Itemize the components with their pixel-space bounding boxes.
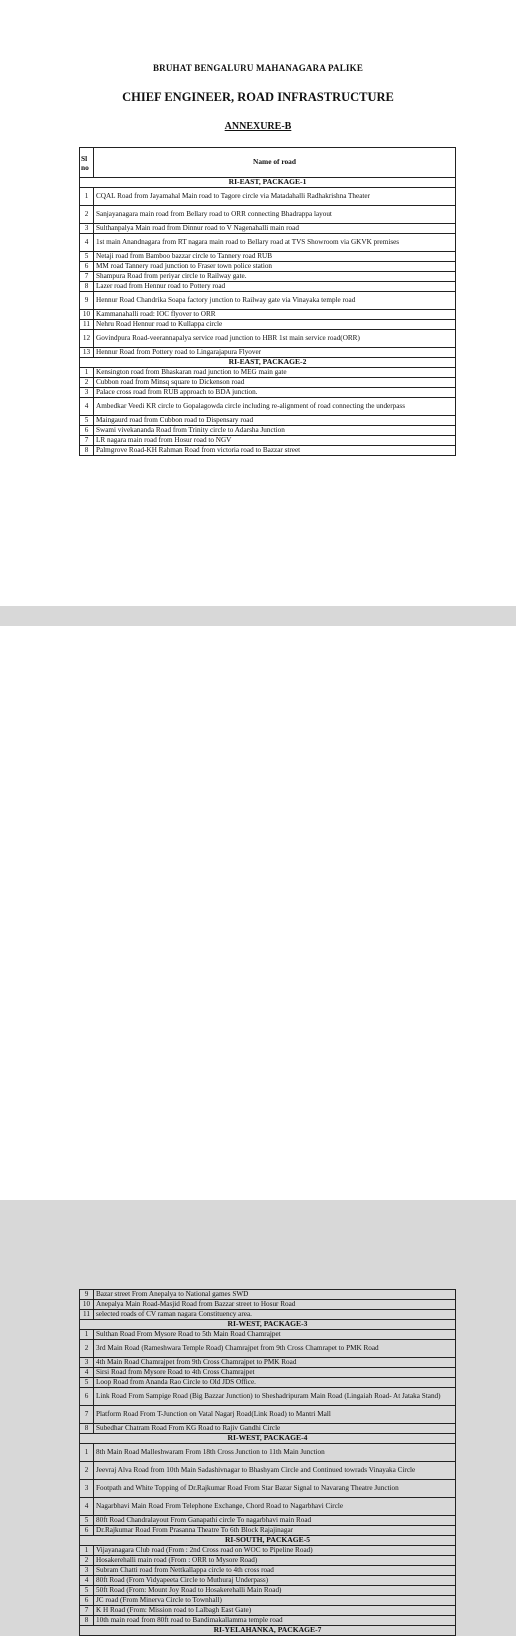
road-name-cell: K H Road (From: Mission road to Lalbagh East Gate) [94,1606,456,1616]
serial-number-cell: 8 [80,446,94,456]
road-name-cell: LR nagara main road from Hosur road to NGV [94,436,456,446]
serial-number-cell: 6 [80,1596,94,1606]
serial-number-cell: 4 [80,398,94,416]
table-row [80,436,456,446]
serial-number-cell: 6 [80,426,94,436]
road-name-cell: 3rd Main Road (Rameshwara Temple Road) Chamrajpet from 9th Cross Chamrapet to PMK Road [94,1340,456,1358]
road-name-header: Name of road [94,148,456,178]
road-name-cell: selected roads of CV raman nagara Constituency area. [94,1310,456,1320]
road-name-cell: Subram Chatti road from Nettkallappa circle to 4th cross road [94,1566,456,1576]
table-row [80,1424,456,1434]
section-header-row [80,178,456,188]
table-row [80,1596,456,1606]
road-name-cell: Kammanahalli road: IOC flyover to ORR [94,310,456,320]
table-row [80,330,456,348]
road-name-cell: 4th Main Road Chamrajpet from 9th Cross Chamrajpet to PMK Road [94,1358,456,1368]
table-row [80,1330,456,1340]
serial-number-cell: 1 [80,1330,94,1340]
road-name-cell: Sulthanpalya Main road from Dinnur road to V Nagenahalli main road [94,224,456,234]
road-name-cell: Ambedkar Veedi KR circle to Gopalagowda circle including re-alignment of road connecting the underpass [94,398,456,416]
road-name-cell: Maingaurd road from Cubbon road to Dispensary road [94,416,456,426]
road-name-cell: Palace cross road from RUB approach to BDA junction. [94,388,456,398]
section-title: RI-EAST, PACKAGE-2 [80,358,456,368]
road-name-cell: Vijayanagara Club road (From : 2nd Cross road on WOC to Pipeline Road) [94,1546,456,1556]
serial-number-cell: 4 [80,234,94,252]
table-row [80,234,456,252]
road-name-cell: Hosakerehalli main road (From : ORR to Mysore Road) [94,1556,456,1566]
road-name-cell: Sulthan Road From Mysore Road to 5th Main Road Chamrajpet [94,1330,456,1340]
table-row [80,1566,456,1576]
serial-number-cell: 1 [80,368,94,378]
section-header-row [80,1536,456,1546]
serial-number-cell: 3 [80,224,94,234]
serial-number-cell: 3 [80,1358,94,1368]
serial-number-cell: 5 [80,252,94,262]
serial-number-cell: 3 [80,388,94,398]
serial-number-cell: 7 [80,436,94,446]
serial-number-cell: 4 [80,1498,94,1516]
road-name-cell: Sirsi Road from Mysore Road to 4th Cross Chamrajpet [94,1368,456,1378]
table-row [80,310,456,320]
serial-number-cell: 5 [80,1378,94,1388]
serial-number-cell: 10 [80,1300,94,1310]
serial-number-cell: 7 [80,272,94,282]
serial-number-cell: 8 [80,1616,94,1626]
table-row [80,368,456,378]
road-name-cell: Platform Road From T-Junction on Vatal Nagarj Road(Link Road) to Mantri Mall [94,1406,456,1424]
section-title: RI-SOUTH, PACKAGE-5 [80,1536,456,1546]
road-name-cell: Lazer road from Hennur road to Pottery road [94,282,456,292]
serial-number-cell: 4 [80,1368,94,1378]
serial-number-cell: 13 [80,348,94,358]
table-row [80,1340,456,1358]
table-row [80,1368,456,1378]
table-row [80,1546,456,1556]
section-header-row [80,1320,456,1330]
road-name-cell: JC road (From Minerva Circle to Townhall) [94,1596,456,1606]
table-row [80,292,456,310]
road-name-cell: Loop Road from Ananda Rao Circle to Old JDS Office. [94,1378,456,1388]
serial-number-cell: 5 [80,1586,94,1596]
table-row [80,262,456,272]
table-row [80,1358,456,1368]
table-row [80,348,456,358]
serial-number-cell: 8 [80,282,94,292]
annexure-title: ANNEXURE-B [224,121,292,132]
table-row [80,446,456,456]
road-name-cell: Footpath and White Topping of Dr.Rajkumar Road From Star Bazar Signal to Navarang Theatre Junction [94,1480,456,1498]
road-name-cell: Netaji road from Bamboo bazzar circle to Tannery road RUB [94,252,456,262]
serial-number-cell: 12 [80,330,94,348]
document-page-2 [0,626,516,1635]
section-header-row [80,1626,456,1636]
section-title: RI-WEST, PACKAGE-4 [80,1434,456,1444]
table-row [80,1300,456,1310]
table-row [80,398,456,416]
road-name-cell: Hennur Road from Pottery road to Lingarajapura Flyover [94,348,456,358]
table-row [80,1388,456,1406]
serial-number-cell: 9 [80,292,94,310]
table-row [80,416,456,426]
serial-number-cell: 6 [80,262,94,272]
serial-number-cell: 4 [80,1576,94,1586]
serial-number-cell: 5 [80,416,94,426]
road-name-cell: Cubbon road from Minsq square to Dickenson road [94,378,456,388]
table-row [80,1576,456,1586]
serial-number-cell: 2 [80,206,94,224]
serial-number-cell: 3 [80,1480,94,1498]
table-row [80,272,456,282]
serial-number-cell: 11 [80,1310,94,1320]
road-name-cell: Anepalya Main Road-Masjid Road from Bazzar street to Hosur Road [94,1300,456,1310]
table-row [80,282,456,292]
roads-table-page-1 [79,147,456,456]
table-row [80,1444,456,1462]
section-title: RI-WEST, PACKAGE-3 [80,1320,456,1330]
serial-number-cell: 11 [80,320,94,330]
table-row [80,378,456,388]
table-header-row [80,148,456,178]
table-row [80,1516,456,1526]
table-row [80,1556,456,1566]
serial-number-cell: 7 [80,1606,94,1616]
road-name-cell: Link Road From Sampige Road (Big Bazzar Junction) to Sheshadripuram Main Road (Lingaiah Road- At Jataka Stand) [94,1388,456,1406]
serial-number-cell: 3 [80,1566,94,1576]
table-row [80,426,456,436]
table-row [80,1290,456,1300]
table-row [80,206,456,224]
road-name-cell: 8th Main Road Malleshwaram From 18th Cross Junction to 11th Main Junction [94,1444,456,1462]
serial-number-cell: 6 [80,1526,94,1536]
roads-table-page-2 [79,1289,456,1636]
table-row [80,1586,456,1596]
road-name-cell: Bazar street From Anepalya to National games SWD [94,1290,456,1300]
serial-number-cell: 9 [80,1290,94,1300]
road-name-cell: 10th main road from 80ft road to Bandimakallamma temple road [94,1616,456,1626]
serial-number-cell: 2 [80,1340,94,1358]
road-name-cell: MM road Tannery road junction to Fraser town police station [94,262,456,272]
serial-number-cell: 10 [80,310,94,320]
table-row [80,1498,456,1516]
road-name-cell: Swami vivekananda Road from Trinity circle to Adarsha Junction [94,426,456,436]
serial-number-cell: 1 [80,1444,94,1462]
table-row [80,320,456,330]
road-name-cell: Kensington road from Bhaskaran road junction to MEG main gate [94,368,456,378]
table-row [80,1378,456,1388]
table-row [80,388,456,398]
serial-number-cell: 2 [80,1556,94,1566]
serial-number-cell: 7 [80,1406,94,1424]
table-row [80,188,456,206]
road-name-cell: 80ft Road (From Vidyapeeta Circle to Muthuraj Underpass) [94,1576,456,1586]
road-name-cell: 1st main Anandnagara from RT nagara main road to Bellary road at TVS Showroom via GKVK premises [94,234,456,252]
road-name-cell: Nehru Road Hennur road to Kullappa circle [94,320,456,330]
table-row [80,1480,456,1498]
road-name-cell: 50ft Road (From: Mount Joy Road to Hosakerehalli Main Road) [94,1586,456,1596]
serial-number-header: Sl no [80,148,94,178]
serial-number-cell: 6 [80,1388,94,1406]
table-row [80,1406,456,1424]
table-row [80,224,456,234]
department-title: CHIEF ENGINEER, ROAD INFRASTRUCTURE [122,90,394,104]
road-name-cell: Jeevraj Alva Road from 10th Main Sadashivnagar to Bhashyam Circle and Continued towrads Vinayaka Circle [94,1462,456,1480]
page-gap [0,606,516,626]
road-name-cell: Shampura Road from periyar circle to Railway gate. [94,272,456,282]
road-name-cell: Dr.Rajkumar Road From Prasanna Theatre To 6th Block Rajajinagar [94,1526,456,1536]
road-name-cell: 80ft Road Chandralayout From Ganapathi circle To nagarbhavi main Road [94,1516,456,1526]
organization-title: BRUHAT BENGALURU MAHANAGARA PALIKE [152,63,364,73]
road-name-cell: Subedhar Chatram Road From KG Road to Rajiv Gandhi Circle [94,1424,456,1434]
road-name-cell: Hennur Road Chandrika Soapa factory junction to Railway gate via Vinayaka temple road [94,292,456,310]
section-title: RI-EAST, PACKAGE-1 [80,178,456,188]
serial-number-cell: 1 [80,188,94,206]
section-title: RI-YELAHANKA, PACKAGE-7 [80,1626,456,1636]
road-name-cell: Sanjayanagara main road from Bellary road to ORR connecting Bhadrappa layout [94,206,456,224]
section-header-row [80,358,456,368]
road-name-cell: CQAL Road from Jayamahal Main road to Tagore circle via Matadahalli Radhakrishna Theater [94,188,456,206]
serial-number-cell: 5 [80,1516,94,1526]
road-name-cell: Govindpura Road-veerannapalya service road junction to HBR 1st main service road(ORR) [94,330,456,348]
table-row [80,1606,456,1616]
document-page-1 [0,0,516,606]
serial-number-cell: 2 [80,1462,94,1480]
table-row [80,1310,456,1320]
table-row [80,252,456,262]
table-row [80,1462,456,1480]
serial-number-cell: 8 [80,1424,94,1434]
table-row [80,1616,456,1626]
section-header-row [80,1434,456,1444]
serial-number-cell: 1 [80,1546,94,1556]
table-row [80,1526,456,1536]
serial-number-cell: 2 [80,378,94,388]
road-name-cell: Nagarbhavi Main Road From Telephone Exchange, Chord Road to Nagarbhavi Circle [94,1498,456,1516]
road-name-cell: Palmgrove Road-KH Rahman Road from victoria road to Bazzar street [94,446,456,456]
